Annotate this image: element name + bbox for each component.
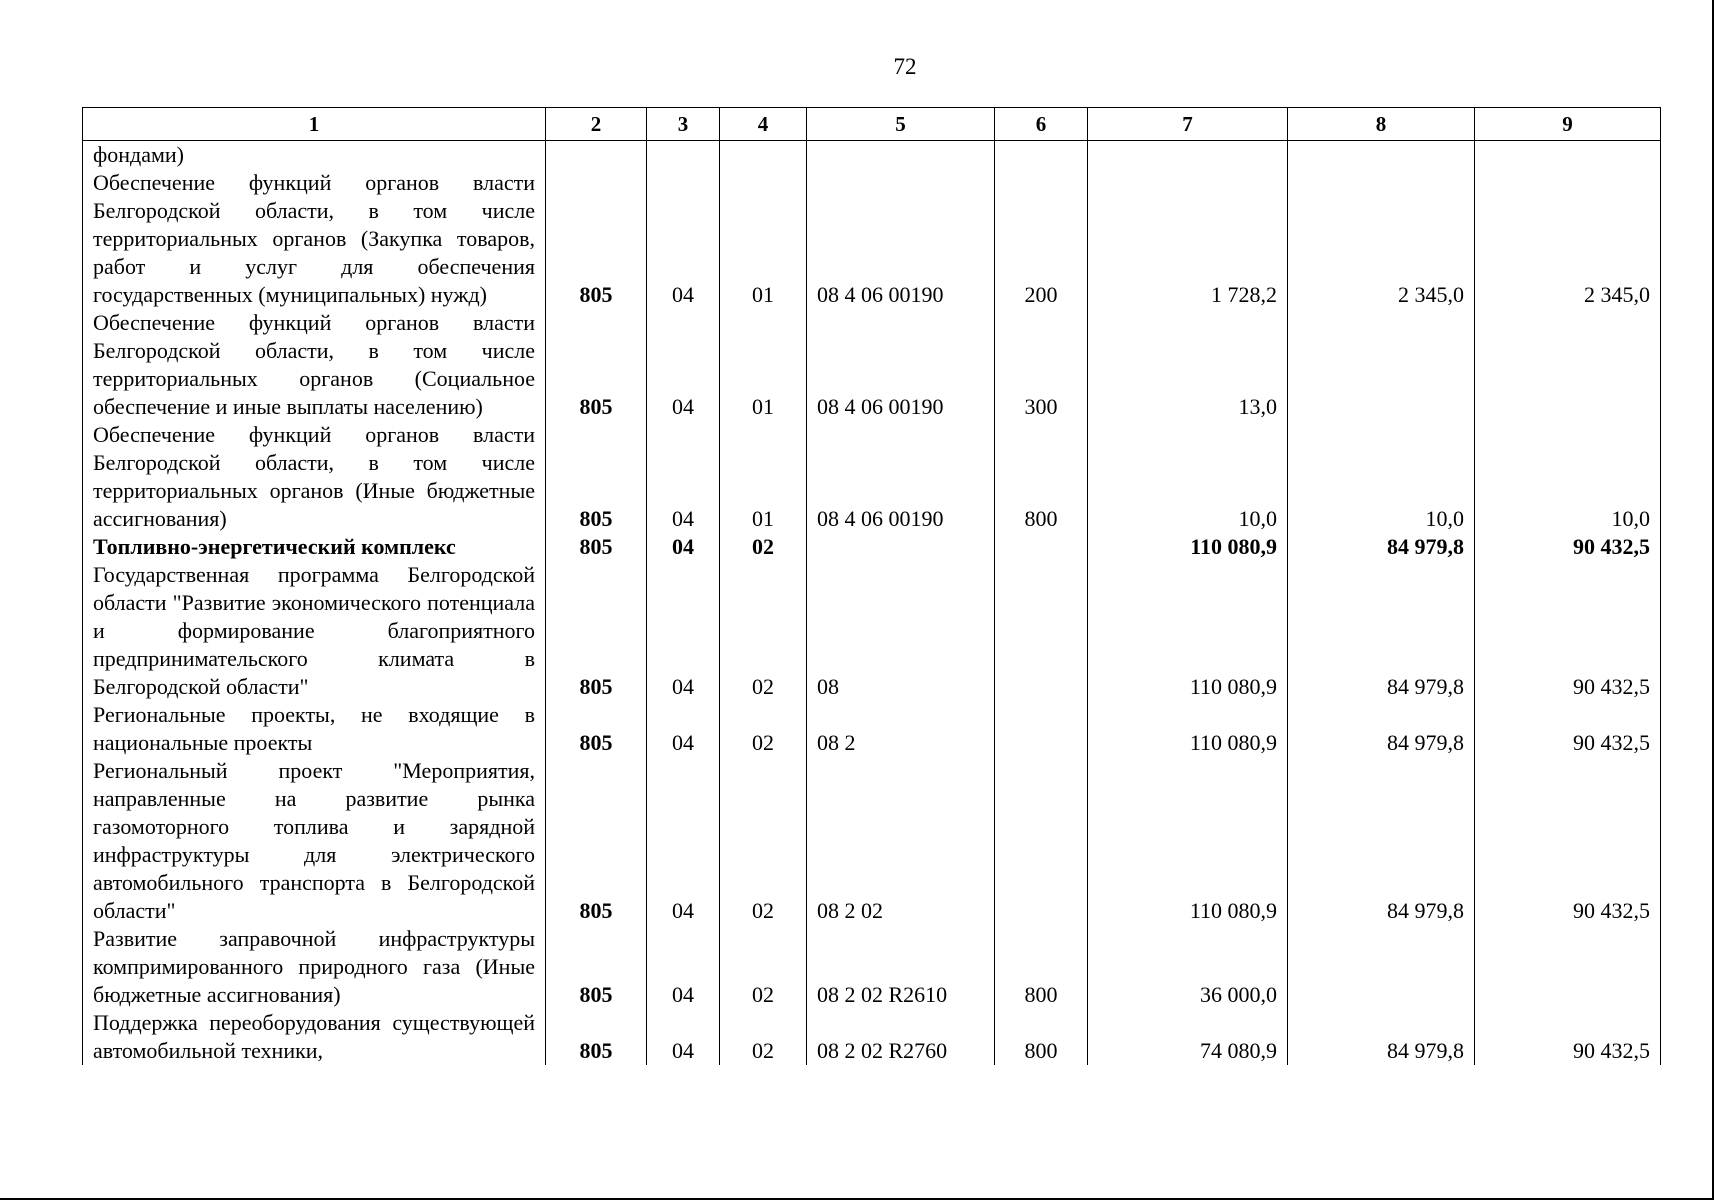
cell-section: 04	[647, 701, 720, 757]
cell-amount-col8: 10,0	[1288, 421, 1475, 533]
cell-subsection: 02	[720, 757, 807, 925]
cell-amount-col8: 84 979,8	[1288, 1009, 1475, 1065]
column-header-5: 5	[807, 108, 995, 141]
cell-section: 04	[647, 169, 720, 309]
cell-amount-col8: 2 345,0	[1288, 169, 1475, 309]
cell-amount-col8: 84 979,8	[1288, 533, 1475, 561]
cell-amount-col9: 10,0	[1475, 421, 1661, 533]
cell-grbs-code: 805	[546, 1009, 647, 1065]
table-row	[83, 141, 1661, 170]
table-row	[83, 309, 1661, 421]
table-row	[83, 169, 1661, 309]
cell-expense-type: 300	[995, 309, 1088, 421]
cell-expense-type: 800	[995, 421, 1088, 533]
cell-section: 04	[647, 757, 720, 925]
cell-subsection	[720, 141, 807, 170]
cell-description: Региональные проекты, не входящие в национальные проекты	[83, 701, 546, 757]
cell-amount-col7: 74 080,9	[1088, 1009, 1288, 1065]
column-header-2: 2	[546, 108, 647, 141]
cell-expense-type	[995, 533, 1088, 561]
cell-amount-col7: 1 728,2	[1088, 169, 1288, 309]
column-header-3: 3	[647, 108, 720, 141]
cell-subsection: 01	[720, 309, 807, 421]
cell-target-article	[807, 533, 995, 561]
cell-section: 04	[647, 1009, 720, 1065]
cell-amount-col7	[1088, 141, 1288, 170]
table-row	[83, 561, 1661, 701]
cell-amount-col9: 2 345,0	[1475, 169, 1661, 309]
page-number: 72	[893, 54, 917, 79]
cell-grbs-code: 805	[546, 757, 647, 925]
cell-amount-col7: 13,0	[1088, 309, 1288, 421]
cell-amount-col8: 84 979,8	[1288, 701, 1475, 757]
cell-section: 04	[647, 561, 720, 701]
cell-grbs-code: 805	[546, 701, 647, 757]
cell-section: 04	[647, 309, 720, 421]
column-header-1: 1	[83, 108, 546, 141]
column-header-4: 4	[720, 108, 807, 141]
cell-subsection: 02	[720, 1009, 807, 1065]
cell-amount-col7: 110 080,9	[1088, 533, 1288, 561]
cell-section: 04	[647, 533, 720, 561]
cell-subsection: 01	[720, 421, 807, 533]
cell-amount-col8	[1288, 309, 1475, 421]
column-header-7: 7	[1088, 108, 1288, 141]
cell-target-article: 08	[807, 561, 995, 701]
cell-grbs-code: 805	[546, 421, 647, 533]
cell-target-article: 08 4 06 00190	[807, 169, 995, 309]
cell-subsection: 02	[720, 561, 807, 701]
cell-expense-type	[995, 757, 1088, 925]
cell-section: 04	[647, 421, 720, 533]
cell-description: фондами)	[83, 141, 546, 170]
column-header-6: 6	[995, 108, 1088, 141]
cell-subsection: 02	[720, 701, 807, 757]
cell-amount-col8	[1288, 925, 1475, 1009]
cell-amount-col9	[1475, 141, 1661, 170]
cell-description: Обеспечение функций органов власти Белгородской области, в том числе территориальных органов (Закупка товаров, работ и услуг для обеспечения государственных (муниципальных) нужд)	[83, 169, 546, 309]
cell-target-article: 08 4 06 00190	[807, 421, 995, 533]
cell-description: Топливно-энергетический комплекс	[83, 533, 546, 561]
cell-amount-col8: 84 979,8	[1288, 757, 1475, 925]
table-row	[83, 421, 1661, 533]
column-header-8: 8	[1288, 108, 1475, 141]
cell-description: Обеспечение функций органов власти Белгородской области, в том числе территориальных органов (Иные бюджетные ассигнования)	[83, 421, 546, 533]
cell-amount-col8	[1288, 141, 1475, 170]
cell-section	[647, 141, 720, 170]
cell-expense-type: 800	[995, 925, 1088, 1009]
cell-expense-type	[995, 701, 1088, 757]
cell-target-article: 08 2 02 R2610	[807, 925, 995, 1009]
cell-target-article: 08 2 02	[807, 757, 995, 925]
cell-amount-col7: 36 000,0	[1088, 925, 1288, 1009]
table-row	[83, 925, 1661, 1009]
cell-description: Региональный проект "Мероприятия, направленные на развитие рынка газомоторного топлива и зарядной инфраструктуры для электрического автомобильного транспорта в Белгородской области"	[83, 757, 546, 925]
cell-amount-col9: 90 432,5	[1475, 561, 1661, 701]
cell-target-article: 08 2	[807, 701, 995, 757]
cell-target-article: 08 2 02 R2760	[807, 1009, 995, 1065]
cell-amount-col9: 90 432,5	[1475, 533, 1661, 561]
cell-grbs-code: 805	[546, 561, 647, 701]
cell-amount-col9	[1475, 309, 1661, 421]
table-row	[83, 1009, 1661, 1065]
cell-expense-type	[995, 141, 1088, 170]
table-row	[83, 757, 1661, 925]
cell-amount-col9: 90 432,5	[1475, 701, 1661, 757]
cell-amount-col9	[1475, 925, 1661, 1009]
cell-grbs-code: 805	[546, 533, 647, 561]
cell-amount-col7: 110 080,9	[1088, 561, 1288, 701]
cell-target-article: 08 4 06 00190	[807, 309, 995, 421]
table-row	[83, 533, 1661, 561]
budget-table	[82, 107, 1661, 1065]
table-row	[83, 701, 1661, 757]
cell-amount-col7: 110 080,9	[1088, 701, 1288, 757]
cell-amount-col8: 84 979,8	[1288, 561, 1475, 701]
cell-grbs-code: 805	[546, 925, 647, 1009]
cell-section: 04	[647, 925, 720, 1009]
cell-expense-type: 200	[995, 169, 1088, 309]
table-body	[83, 141, 1661, 1066]
cell-amount-col9: 90 432,5	[1475, 1009, 1661, 1065]
cell-expense-type	[995, 561, 1088, 701]
cell-amount-col7: 10,0	[1088, 421, 1288, 533]
column-header-9: 9	[1475, 108, 1661, 141]
cell-subsection: 02	[720, 925, 807, 1009]
cell-amount-col7: 110 080,9	[1088, 757, 1288, 925]
cell-grbs-code: 805	[546, 309, 647, 421]
cell-description: Обеспечение функций органов власти Белгородской области, в том числе территориальных органов (Социальное обеспечение и иные выплаты населению)	[83, 309, 546, 421]
cell-subsection: 01	[720, 169, 807, 309]
cell-subsection: 02	[720, 533, 807, 561]
cell-amount-col9: 90 432,5	[1475, 757, 1661, 925]
cell-target-article	[807, 141, 995, 170]
cell-description: Развитие заправочной инфраструктуры компримированного природного газа (Иные бюджетные ассигнования)	[83, 925, 546, 1009]
cell-expense-type: 800	[995, 1009, 1088, 1065]
cell-grbs-code: 805	[546, 169, 647, 309]
cell-description: Государственная программа Белгородской области "Развитие экономического потенциала и формирование благоприятного предпринимательского климата в Белгородской области"	[83, 561, 546, 701]
cell-description: Поддержка переоборудования существующей автомобильной техники,	[83, 1009, 546, 1065]
cell-grbs-code	[546, 141, 647, 170]
header-row	[83, 108, 1661, 141]
